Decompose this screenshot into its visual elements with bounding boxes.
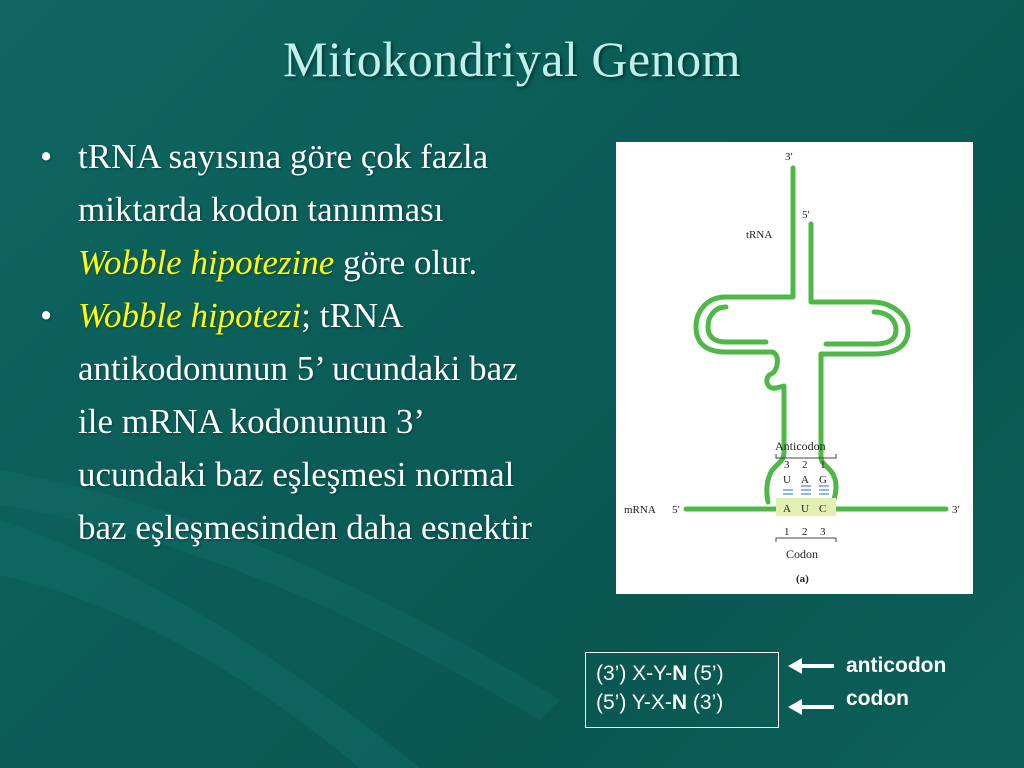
codon-line (596, 688, 778, 717)
wobble-base: N (672, 662, 688, 685)
anticodon-position: 2 (802, 459, 808, 471)
line-text: (5’) (687, 662, 724, 685)
anticodon-base: U (783, 474, 791, 486)
anticodon-label: Anticodon (775, 439, 826, 453)
pairing-ticks (783, 486, 829, 494)
codon-base: C (819, 503, 827, 515)
line-text: (5’) Y-X- (596, 691, 672, 714)
mrna-5prime-label: 5′ (672, 504, 680, 516)
pairing-box (585, 652, 779, 728)
line-text: (3’) X-Y- (596, 662, 673, 685)
line-text: (3’) (687, 691, 724, 714)
slide-title: Mitokondriyal Genom (282, 31, 742, 87)
bullet-text: tRNA sayısına göre çok fazla miktarda kodon tanınması (78, 137, 489, 229)
codon-label: codon (846, 687, 909, 710)
anticodon-base: G (819, 474, 827, 486)
bullet-item (40, 130, 550, 289)
trna-5prime-label: 5′ (802, 209, 810, 221)
codon-base: A (783, 503, 791, 515)
bullet-list (40, 130, 550, 554)
anticodon-label: anticodon (846, 654, 947, 677)
arrow-left-icon (788, 656, 836, 676)
mrna-3prime-label: 3′ (952, 504, 960, 516)
bullet-text: göre olur. (334, 243, 478, 282)
codon-base: U (801, 503, 809, 515)
anticodon-base: A (801, 474, 809, 486)
bullet-marker: • (40, 296, 53, 335)
trna-label: tRNA (746, 229, 773, 241)
codon-position: 3 (820, 526, 826, 538)
bullet-text: ; tRNA antikodonunun 5’ ucundaki baz ile mRNA kodonunun 3’ ucundaki baz eşleşmesi normal baz eşleşmesinden daha esnektir (78, 296, 532, 547)
bullet-highlight: Wobble hipotezi (78, 296, 302, 335)
anticodon-position: 1 (820, 459, 826, 471)
arrow-left-icon (788, 697, 836, 717)
anticodon-position: 3 (784, 459, 790, 471)
anticodon-line (596, 659, 778, 688)
codon-label: Codon (786, 547, 819, 561)
bullet-item (40, 289, 550, 554)
codon-position: 2 (802, 526, 808, 538)
mrna-label: mRNA (624, 504, 656, 516)
bullet-marker: • (40, 137, 53, 176)
wobble-base: N (671, 691, 688, 714)
trna-figure (616, 142, 973, 594)
codon-position: 1 (784, 526, 790, 538)
bullet-highlight: Wobble hipotezine (78, 243, 335, 282)
panel-label: (a) (796, 573, 809, 585)
trna-3prime-label: 3′ (785, 151, 793, 163)
